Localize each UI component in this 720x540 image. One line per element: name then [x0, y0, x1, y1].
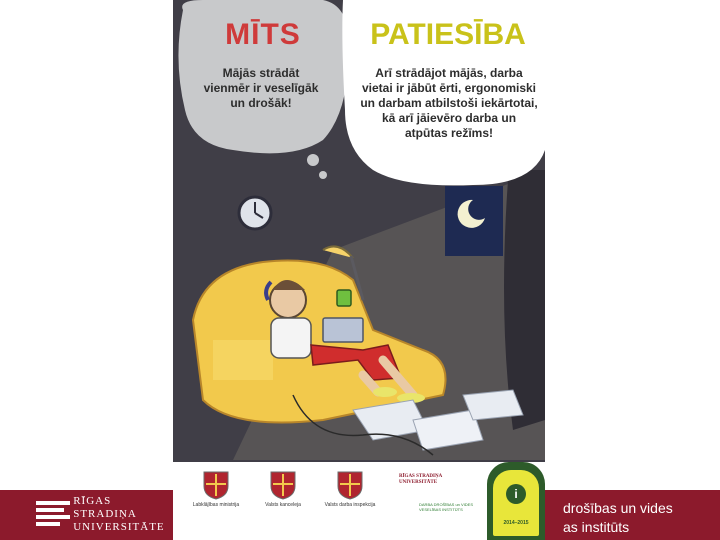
coat-of-arms-icon: [335, 468, 365, 500]
myth-text: Mājās strādāt vienmēr ir veselīgāk un drošāk!: [203, 66, 319, 110]
campaign-years: 2014–2015: [503, 520, 529, 526]
rsu-logo-line1: RĪGAS STRADIŅA: [73, 494, 137, 520]
footer-text-line2: as institūts: [563, 519, 630, 535]
footer-institute-text: [563, 499, 713, 537]
footer-text-line1: drošības un vides: [563, 500, 673, 516]
info-icon: i: [506, 484, 526, 504]
poster-image: [173, 0, 545, 540]
mug-icon: [337, 290, 351, 306]
coat-of-arms-icon: [268, 468, 298, 500]
institute-small-logo: DARBA DROŠĪBAS un VIDES VESELĪBAS INSTITŪTS: [419, 502, 474, 512]
rsu-logo-mark-icon: [36, 499, 67, 529]
partner-label: Valsts darba inspekcija: [324, 502, 376, 508]
campaign-badge: [487, 462, 545, 540]
coat-of-arms-icon: [201, 468, 231, 500]
rsu-logo-line2: UNIVERSITĀTE: [73, 520, 165, 533]
partner-label: Valsts kanceleja: [265, 502, 301, 508]
rsu-small-logo: RĪGAS STRADIŅA UNIVERSITĀTE: [399, 474, 442, 485]
partner-label: Labklājības ministrija: [192, 502, 240, 508]
myth-title: MĪTS: [225, 18, 301, 51]
laptop-icon: [323, 318, 363, 342]
fact-title: PATIESĪBA: [370, 18, 526, 51]
rsu-logo: [36, 494, 170, 533]
fact-text: Arī strādājot mājās, darba vietai ir jābūt ērti, ergonomiski un darbam atbilstoši iekārtotai, kā arī jāievēro darba un atpūtas režīms!: [360, 66, 538, 140]
